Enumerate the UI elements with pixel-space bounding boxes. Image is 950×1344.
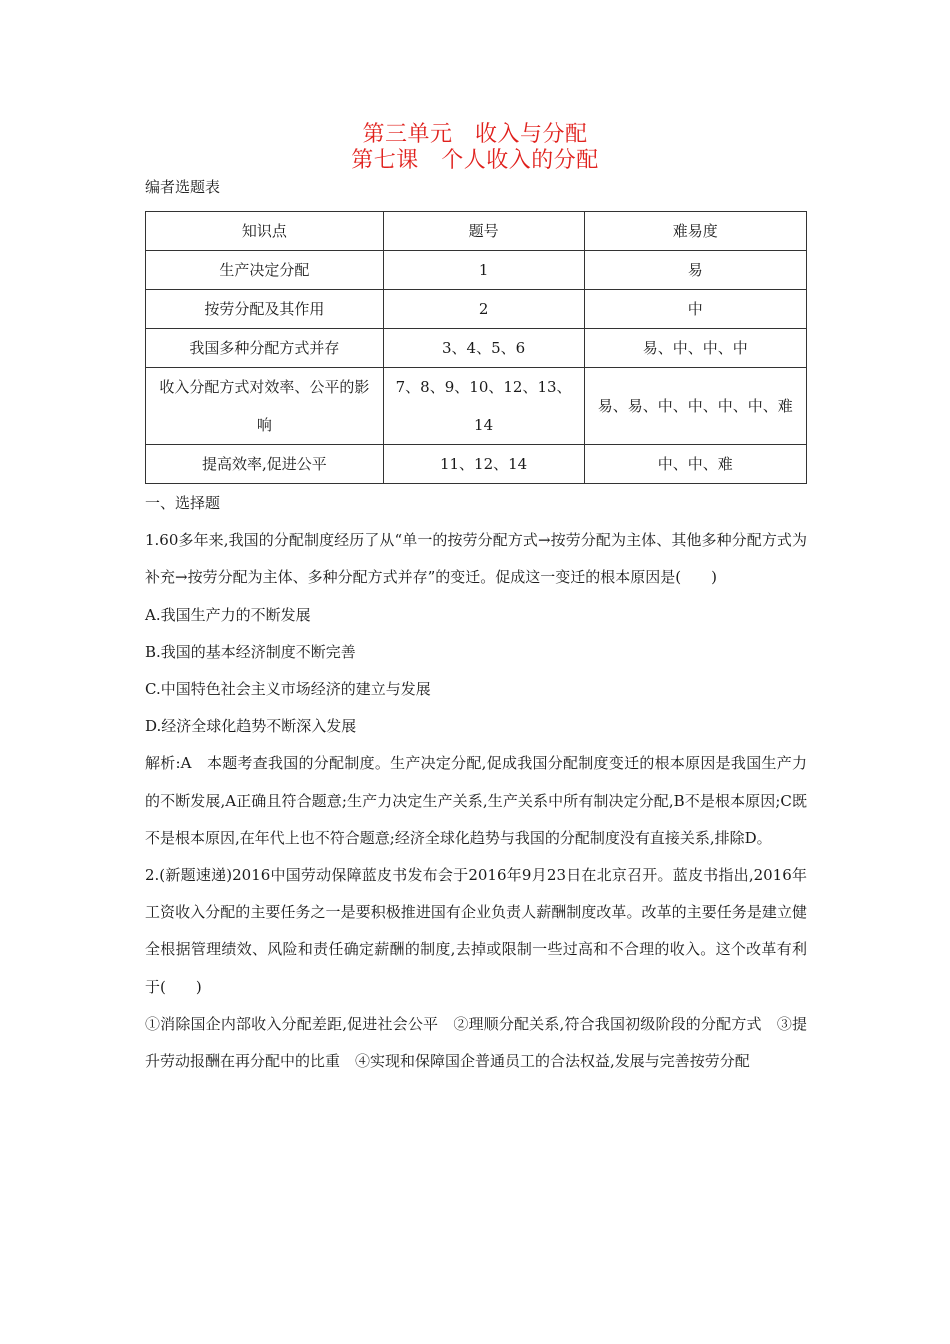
question-1-stem: 1.60多年来,我国的分配制度经历了从“单一的按劳分配方式→按劳分配为主体、其他多种分配方式为补充→按劳分配为主体、多种分配方式并存”的变迁。促成这一变迁的根本原因是( ) [145,531,807,587]
header-difficulty: 难易度 [584,212,806,251]
question-1-analysis: 解析:A 本题考查我国的分配制度。生产决定分配,促成我国分配制度变迁的根本原因是我国生产力的不断发展,A正确且符合题意;生产力决定生产关系,生产关系中所有制决定分配,B不是根本原因;C既不是根本原因,在年代上也不符合题意;经济全球化趋势与我国的分配制度没有直接关系,排除D。 [145,754,807,847]
lesson-title: 第七课 个人收入的分配 [351,148,599,173]
header-question-number: 题号 [383,212,584,251]
table-row [146,445,807,484]
question-1-option-a: A.我国生产力的不断发展 [145,605,311,624]
table-cell: 2 [383,290,584,329]
question-1-option-c: C.中国特色社会主义市场经济的建立与发展 [145,680,431,699]
table-row [146,329,807,368]
table-cell: 7、8、9、10、12、13、14 [383,368,584,445]
question-body [145,485,807,1080]
table-cell: 3、4、5、6 [383,329,584,368]
table-header-row [146,212,807,251]
table-caption: 编者选题表 [145,178,221,196]
unit-title: 第三单元 收入与分配 [362,122,588,147]
header-knowledge-point: 知识点 [146,212,384,251]
table-row [146,290,807,329]
table-cell: 易、中、中、中 [584,329,806,368]
section-heading: 一、选择题 [145,494,221,512]
table-cell: 中、中、难 [584,445,806,484]
question-1-option-b: B.我国的基本经济制度不断完善 [145,642,356,661]
topic-table [145,211,807,484]
table-cell: 收入分配方式对效率、公平的影响 [146,368,384,445]
question-2-choices: ①消除国企内部收入分配差距,促进社会公平 ②理顺分配关系,符合我国初级阶段的分配方式 ③提升劳动报酬在再分配中的比重 ④实现和保障国企普通员工的合法权益,发展与完善按劳分配 [145,1014,807,1071]
question-1-option-d: D.经济全球化趋势不断深入发展 [145,717,357,736]
question-2-stem: 2.(新题速递)2016中国劳动保障蓝皮书发布会于2016年9月23日在北京召开。蓝皮书指出,2016年工资收入分配的主要任务之一是要积极推进国有企业负责人薪酬制度改革。改革的主要任务是建立健全根据管理绩效、风险和责任确定薪酬的制度,去掉或限制一些过高和不合理的收入。这个改革有利于( ) [145,866,807,996]
table-cell: 生产决定分配 [146,251,384,290]
table-cell: 易、易、中、中、中、中、难 [584,368,806,445]
table-cell: 我国多种分配方式并存 [146,329,384,368]
table-cell: 11、12、14 [383,445,584,484]
table-cell: 按劳分配及其作用 [146,290,384,329]
table-row [146,251,807,290]
table-cell: 中 [584,290,806,329]
table-cell: 提高效率,促进公平 [146,445,384,484]
table-cell: 1 [383,251,584,290]
table-row [146,368,807,445]
table-cell: 易 [584,251,806,290]
